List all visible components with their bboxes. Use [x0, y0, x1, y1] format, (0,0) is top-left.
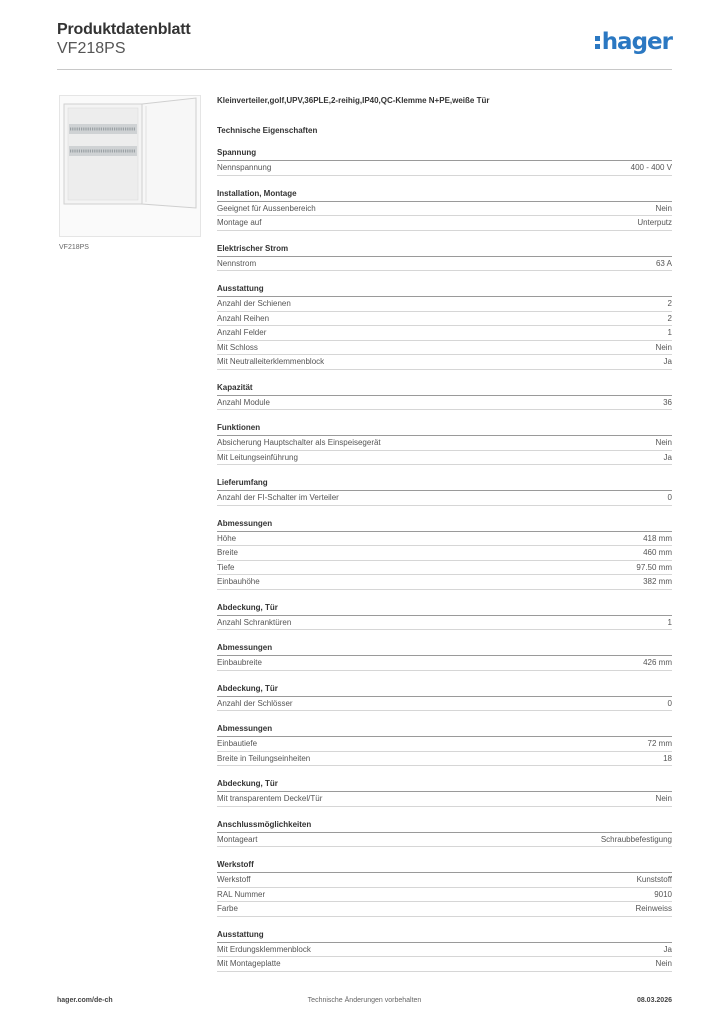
spec-value: 418 mm [643, 533, 672, 543]
spec-label: Anzahl Schranktüren [217, 617, 292, 627]
product-description: Kleinverteiler,golf,UPV,36PLE,2-reihig,IP40,QC-Klemme N+PE,weiße Tür [217, 96, 490, 105]
spec-value: 382 mm [643, 577, 672, 586]
hager-logo: hager [595, 29, 672, 55]
spec-value: 63 A [655, 258, 672, 268]
spec-row [217, 161, 672, 176]
spec-label: Mit transparentem Deckel/Tür [217, 794, 323, 803]
section-title: Abmessungen [217, 722, 672, 737]
spec-value: 9010 [654, 889, 672, 899]
spec-section [217, 421, 672, 465]
spec-section [217, 777, 672, 807]
spec-row [217, 326, 672, 341]
spec-row [217, 656, 672, 671]
spec-section [217, 601, 672, 631]
section-title: Abmessungen [217, 641, 672, 656]
spec-section [217, 818, 672, 848]
spec-label: Anzahl Reihen [217, 313, 270, 323]
spec-value: Ja [663, 944, 672, 954]
spec-value: 400 - 400 V [630, 163, 672, 172]
spec-row [217, 312, 672, 327]
spec-row [217, 737, 672, 752]
spec-value: 18 [663, 753, 672, 763]
section-title: Abdeckung, Tür [217, 777, 672, 792]
spec-section [217, 641, 672, 671]
spec-label: Höhe [217, 533, 237, 543]
spec-label: Montageart [217, 834, 258, 844]
page-title: Produktdatenblatt [57, 21, 191, 38]
spec-row [217, 792, 672, 807]
section-title: Funktionen [217, 421, 672, 436]
spec-label: Mit Erdungsklemmenblock [217, 944, 311, 954]
spec-label: Breite in Teilungseinheiten [217, 753, 311, 763]
spec-label: Werkstoff [217, 875, 251, 884]
spec-row [217, 575, 672, 590]
spec-label: Nennspannung [217, 163, 272, 172]
spec-label: Nennstrom [217, 258, 257, 268]
spec-label: RAL Nummer [217, 889, 266, 899]
spec-label: Anzahl der FI-Schalter im Verteiler [217, 493, 339, 502]
spec-row [217, 396, 672, 411]
spec-row [217, 561, 672, 576]
spec-sections [217, 146, 672, 972]
page-header [57, 21, 672, 70]
spec-row [217, 873, 672, 888]
spec-value: Nein [655, 203, 672, 213]
spec-label: Mit Neutralleiterklemmenblock [217, 357, 325, 366]
section-title: Kapazität [217, 381, 672, 396]
spec-value: Nein [655, 794, 672, 803]
spec-section [217, 282, 672, 370]
spec-value: Nein [655, 342, 672, 352]
spec-value: Unterputz [637, 218, 672, 227]
product-code: VF218PS [57, 40, 126, 57]
spec-value: Nein [655, 959, 672, 968]
spec-label: Breite [217, 548, 238, 557]
spec-value: Reinweiss [635, 904, 672, 913]
spec-row [217, 697, 672, 712]
spec-row [217, 341, 672, 356]
spec-label: Anzahl der Schlösser [217, 698, 293, 708]
spec-content [217, 95, 672, 972]
spec-row [217, 216, 672, 231]
spec-value: 426 mm [643, 658, 672, 667]
product-image [59, 95, 201, 237]
spec-value: Nein [655, 438, 672, 447]
spec-row [217, 532, 672, 547]
spec-label: Absicherung Hauptschalter als Einspeisegerät [217, 438, 381, 447]
spec-section [217, 476, 672, 506]
spec-row [217, 902, 672, 917]
spec-row [217, 202, 672, 217]
logo-dots-icon [595, 34, 600, 50]
spec-row [217, 888, 672, 903]
section-title: Abdeckung, Tür [217, 601, 672, 616]
spec-section [217, 146, 672, 176]
spec-value: Kunststoff [636, 875, 672, 884]
spec-label: Farbe [217, 904, 238, 913]
spec-label: Einbaubreite [217, 658, 262, 667]
spec-row [217, 943, 672, 958]
spec-section [217, 517, 672, 590]
section-title: Abdeckung, Tür [217, 682, 672, 697]
spec-value: 2 [667, 299, 672, 308]
spec-value: 1 [667, 328, 672, 337]
section-title: Werkstoff [217, 858, 672, 873]
spec-value: 97.50 mm [636, 562, 672, 572]
spec-value: 36 [663, 397, 672, 407]
image-caption: VF218PS [59, 244, 89, 251]
spec-row [217, 436, 672, 451]
distribution-box-icon [60, 96, 200, 236]
footer-website: hager.com/de-ch [57, 997, 113, 1004]
section-title: Elektrischer Strom [217, 242, 672, 257]
spec-label: Anzahl Module [217, 397, 270, 407]
spec-section [217, 682, 672, 712]
tech-properties-title: Technische Eigenschaften [217, 126, 318, 135]
spec-label: Einbauhöhe [217, 577, 260, 586]
spec-row [217, 257, 672, 272]
section-title: Anschlussmöglichkeiten [217, 818, 672, 833]
spec-value: 2 [667, 313, 672, 323]
spec-section [217, 928, 672, 972]
spec-value: 72 mm [647, 739, 672, 748]
spec-value: 460 mm [643, 548, 672, 557]
spec-section [217, 242, 672, 272]
spec-label: Einbautiefe [217, 739, 258, 748]
spec-value: 1 [667, 617, 672, 627]
spec-label: Anzahl Felder [217, 328, 267, 337]
spec-value: Ja [663, 452, 672, 462]
spec-row [217, 957, 672, 972]
spec-row [217, 752, 672, 767]
spec-row [217, 491, 672, 506]
section-title: Ausstattung [217, 928, 672, 943]
spec-value: Schraubbefestigung [600, 834, 672, 844]
spec-label: Mit Montageplatte [217, 959, 281, 968]
footer-disclaimer: Technische Änderungen vorbehalten [307, 997, 422, 1004]
spec-section [217, 381, 672, 411]
spec-label: Anzahl der Schienen [217, 299, 291, 308]
spec-row [217, 451, 672, 466]
spec-section [217, 722, 672, 766]
spec-section [217, 858, 672, 917]
section-title: Spannung [217, 146, 672, 161]
spec-label: Tiefe [217, 562, 235, 572]
section-title: Installation, Montage [217, 187, 672, 202]
spec-label: Montage auf [217, 218, 262, 227]
footer-date: 08.03.2026 [636, 997, 672, 1004]
spec-value: Ja [663, 357, 672, 366]
spec-row [217, 297, 672, 312]
spec-label: Geeignet für Aussenbereich [217, 203, 316, 213]
section-title: Ausstattung [217, 282, 672, 297]
spec-section [217, 187, 672, 231]
section-title: Abmessungen [217, 517, 672, 532]
spec-row [217, 616, 672, 631]
spec-row [217, 355, 672, 370]
spec-row [217, 833, 672, 848]
spec-label: Mit Leitungseinführung [217, 452, 298, 462]
section-title: Lieferumfang [217, 476, 672, 491]
spec-value: 0 [667, 698, 672, 708]
spec-value: 0 [667, 493, 672, 502]
spec-row [217, 546, 672, 561]
spec-label: Mit Schloss [217, 342, 258, 352]
